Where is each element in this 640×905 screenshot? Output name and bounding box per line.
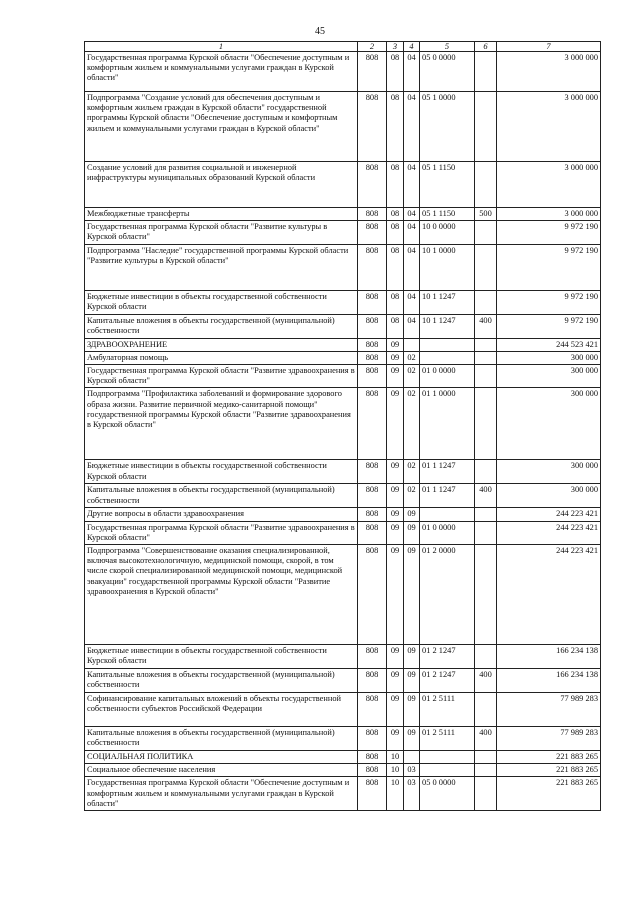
row-target-code: 05 0 0000	[420, 52, 475, 92]
table-row	[85, 693, 601, 727]
row-subsection-code: 04	[404, 221, 420, 244]
row-amount: 221 883 265	[497, 777, 601, 811]
row-amount: 221 883 265	[497, 751, 601, 764]
table-row	[85, 508, 601, 521]
row-target-code: 01 0 0000	[420, 521, 475, 544]
row-section-code: 08	[387, 92, 404, 162]
row-amount: 244 223 421	[497, 521, 601, 544]
row-subsection-code: 09	[404, 545, 420, 645]
table-row	[85, 545, 601, 645]
row-target-code: 01 1 1247	[420, 484, 475, 508]
row-name: Межбюджетные трансферты	[85, 208, 358, 221]
row-name: Капитальные вложения в объекты государственной (муниципальной) собственности	[85, 669, 358, 693]
table-row	[85, 221, 601, 244]
row-expense-type	[475, 290, 497, 314]
column-header: 7	[497, 42, 601, 52]
row-expense-type	[475, 388, 497, 460]
row-expense-type: 400	[475, 314, 497, 338]
row-name: Создание условий для развития социальной и инженерной инфраструктуры муниципальных образований Курской области	[85, 162, 358, 208]
row-expense-type	[475, 693, 497, 727]
row-name: Государственная программа Курской области "Развитие культуры в Курской области"	[85, 221, 358, 244]
row-subsection-code: 04	[404, 290, 420, 314]
row-target-code: 10 1 1247	[420, 290, 475, 314]
row-ministry-code: 808	[358, 365, 387, 388]
row-ministry-code: 808	[358, 460, 387, 484]
row-section-code: 09	[387, 645, 404, 669]
row-name: Софинансирование капитальных вложений в объекты государственной собственности субъектов Российской Федерации	[85, 693, 358, 727]
row-expense-type	[475, 545, 497, 645]
row-amount: 300 000	[497, 351, 601, 364]
row-subsection-code: 02	[404, 365, 420, 388]
row-expense-type	[475, 521, 497, 544]
row-subsection-code: 09	[404, 645, 420, 669]
row-target-code: 01 1 0000	[420, 388, 475, 460]
table-row	[85, 460, 601, 484]
column-header: 1	[85, 42, 358, 52]
row-amount: 9 972 190	[497, 221, 601, 244]
row-expense-type	[475, 777, 497, 811]
row-section-code: 09	[387, 727, 404, 751]
row-section-code: 08	[387, 244, 404, 290]
row-expense-type	[475, 92, 497, 162]
row-target-code: 01 2 1247	[420, 645, 475, 669]
column-header: 2	[358, 42, 387, 52]
row-name: Государственная программа Курской области "Развитие здравоохранения в Курской области"	[85, 365, 358, 388]
row-target-code: 05 1 0000	[420, 92, 475, 162]
budget-table	[84, 41, 601, 811]
row-ministry-code: 808	[358, 777, 387, 811]
row-subsection-code: 02	[404, 388, 420, 460]
row-section-code: 09	[387, 669, 404, 693]
row-amount: 300 000	[497, 484, 601, 508]
row-expense-type: 500	[475, 208, 497, 221]
row-name: Бюджетные инвестиции в объекты государственной собственности Курской области	[85, 460, 358, 484]
row-subsection-code: 09	[404, 693, 420, 727]
column-header: 6	[475, 42, 497, 52]
row-amount: 300 000	[497, 460, 601, 484]
row-ministry-code: 808	[358, 221, 387, 244]
row-section-code: 09	[387, 484, 404, 508]
column-header: 5	[420, 42, 475, 52]
table-row	[85, 388, 601, 460]
row-amount: 77 989 283	[497, 693, 601, 727]
table-row	[85, 338, 601, 351]
row-amount: 3 000 000	[497, 162, 601, 208]
row-expense-type	[475, 351, 497, 364]
row-ministry-code: 808	[358, 388, 387, 460]
row-target-code: 01 0 0000	[420, 365, 475, 388]
page-number: 45	[315, 26, 325, 37]
row-ministry-code: 808	[358, 314, 387, 338]
table-row	[85, 764, 601, 777]
row-target-code: 05 1 1150	[420, 162, 475, 208]
row-amount: 300 000	[497, 365, 601, 388]
row-section-code: 08	[387, 314, 404, 338]
row-subsection-code: 04	[404, 314, 420, 338]
row-target-code	[420, 508, 475, 521]
row-subsection-code: 09	[404, 669, 420, 693]
row-expense-type	[475, 52, 497, 92]
row-expense-type	[475, 338, 497, 351]
row-ministry-code: 808	[358, 764, 387, 777]
row-name: Государственная программа Курской области "Обеспечение доступным и комфортным жильем и коммунальными услугами граждан в Курской области"	[85, 52, 358, 92]
row-target-code: 01 1 1247	[420, 460, 475, 484]
row-ministry-code: 808	[358, 92, 387, 162]
row-amount: 221 883 265	[497, 764, 601, 777]
row-name: Амбулаторная помощь	[85, 351, 358, 364]
row-section-code: 08	[387, 221, 404, 244]
row-section-code: 09	[387, 521, 404, 544]
table-row	[85, 351, 601, 364]
row-target-code: 10 0 0000	[420, 221, 475, 244]
row-section-code: 09	[387, 365, 404, 388]
row-amount: 244 223 421	[497, 545, 601, 645]
row-name: Социальное обеспечение населения	[85, 764, 358, 777]
row-name: Капитальные вложения в объекты государственной (муниципальной) собственности	[85, 727, 358, 751]
row-expense-type	[475, 751, 497, 764]
row-section-code: 09	[387, 508, 404, 521]
row-expense-type: 400	[475, 727, 497, 751]
row-target-code: 01 2 0000	[420, 545, 475, 645]
row-subsection-code: 02	[404, 460, 420, 484]
row-ministry-code: 808	[358, 351, 387, 364]
row-expense-type	[475, 244, 497, 290]
table-row	[85, 52, 601, 92]
row-target-code: 01 2 5111	[420, 693, 475, 727]
row-subsection-code: 04	[404, 92, 420, 162]
row-subsection-code: 03	[404, 764, 420, 777]
row-name: Капитальные вложения в объекты государственной (муниципальной) собственности	[85, 484, 358, 508]
row-section-code: 08	[387, 162, 404, 208]
table-row	[85, 521, 601, 544]
row-name: Другие вопросы в области здравоохранения	[85, 508, 358, 521]
row-ministry-code: 808	[358, 244, 387, 290]
row-name: Капитальные вложения в объекты государственной (муниципальной) собственности	[85, 314, 358, 338]
row-amount: 244 523 421	[497, 338, 601, 351]
row-expense-type	[475, 508, 497, 521]
row-ministry-code: 808	[358, 508, 387, 521]
row-section-code: 09	[387, 545, 404, 645]
table-row	[85, 365, 601, 388]
row-ministry-code: 808	[358, 545, 387, 645]
row-amount: 166 234 138	[497, 645, 601, 669]
row-target-code: 05 0 0000	[420, 777, 475, 811]
row-section-code: 08	[387, 290, 404, 314]
row-section-code: 09	[387, 693, 404, 727]
row-ministry-code: 808	[358, 208, 387, 221]
row-subsection-code	[404, 751, 420, 764]
row-name: ЗДРАВООХРАНЕНИЕ	[85, 338, 358, 351]
row-name: Подпрограмма "Создание условий для обеспечения доступным и комфортным жильем граждан в Курской области" государственной программы Курской области "Обеспечение доступным и комфортным жильем и коммунальными услугами граждан в Курской области"	[85, 92, 358, 162]
row-ministry-code: 808	[358, 521, 387, 544]
row-ministry-code: 808	[358, 645, 387, 669]
row-expense-type: 400	[475, 484, 497, 508]
row-target-code: 10 1 0000	[420, 244, 475, 290]
row-name: Подпрограмма "Наследие" государственной программы Курской области "Развитие культуры в Курской области"	[85, 244, 358, 290]
row-section-code: 08	[387, 52, 404, 92]
row-amount: 3 000 000	[497, 52, 601, 92]
row-target-code: 05 1 1150	[420, 208, 475, 221]
row-section-code: 10	[387, 764, 404, 777]
row-section-code: 08	[387, 208, 404, 221]
row-expense-type	[475, 221, 497, 244]
row-name: Подпрограмма "Профилактика заболеваний и формирование здорового образа жизни. Развитие первичной медико-санитарной помощи" государственной программы Курской области "Развитие здравоохранения в Курской области"	[85, 388, 358, 460]
table-row	[85, 244, 601, 290]
row-subsection-code: 02	[404, 484, 420, 508]
row-name: Бюджетные инвестиции в объекты государственной собственности Курской области	[85, 290, 358, 314]
table-row	[85, 290, 601, 314]
row-target-code: 01 2 1247	[420, 669, 475, 693]
row-ministry-code: 808	[358, 669, 387, 693]
row-ministry-code: 808	[358, 290, 387, 314]
row-target-code	[420, 764, 475, 777]
table-row	[85, 645, 601, 669]
table-row	[85, 208, 601, 221]
row-amount: 9 972 190	[497, 244, 601, 290]
row-expense-type	[475, 162, 497, 208]
row-subsection-code: 09	[404, 727, 420, 751]
row-amount: 9 972 190	[497, 314, 601, 338]
row-expense-type	[475, 365, 497, 388]
row-subsection-code: 02	[404, 351, 420, 364]
column-header: 4	[404, 42, 420, 52]
table-row	[85, 669, 601, 693]
row-ministry-code: 808	[358, 751, 387, 764]
row-expense-type	[475, 764, 497, 777]
row-subsection-code: 03	[404, 777, 420, 811]
row-section-code: 09	[387, 460, 404, 484]
row-subsection-code: 04	[404, 162, 420, 208]
row-subsection-code	[404, 338, 420, 351]
row-amount: 300 000	[497, 388, 601, 460]
table-row	[85, 162, 601, 208]
row-target-code: 01 2 5111	[420, 727, 475, 751]
row-amount: 9 972 190	[497, 290, 601, 314]
row-expense-type	[475, 460, 497, 484]
row-subsection-code: 04	[404, 208, 420, 221]
row-name: Подпрограмма "Совершенствование оказания специализированной, включая высокотехнологичную, медицинской помощи, скорой, в том числе скорой специализированной медицинской помощи, медицинской эвакуации" государственной программы Курской области "Развитие здравоохранения в Курской области"	[85, 545, 358, 645]
table-row	[85, 314, 601, 338]
row-name: Государственная программа Курской области "Обеспечение доступным и комфортным жильем и коммунальными услугами граждан в Курской области"	[85, 777, 358, 811]
row-section-code: 09	[387, 351, 404, 364]
row-name: Бюджетные инвестиции в объекты государственной собственности Курской области	[85, 645, 358, 669]
row-subsection-code: 04	[404, 52, 420, 92]
row-section-code: 09	[387, 338, 404, 351]
row-amount: 166 234 138	[497, 669, 601, 693]
row-expense-type: 400	[475, 669, 497, 693]
row-name: Государственная программа Курской области "Развитие здравоохранения в Курской области"	[85, 521, 358, 544]
table-row	[85, 484, 601, 508]
row-section-code: 10	[387, 777, 404, 811]
row-ministry-code: 808	[358, 727, 387, 751]
row-subsection-code: 09	[404, 508, 420, 521]
row-target-code	[420, 751, 475, 764]
row-target-code: 10 1 1247	[420, 314, 475, 338]
row-subsection-code: 04	[404, 244, 420, 290]
row-amount: 77 989 283	[497, 727, 601, 751]
row-ministry-code: 808	[358, 52, 387, 92]
row-name: СОЦИАЛЬНАЯ ПОЛИТИКА	[85, 751, 358, 764]
table-row	[85, 727, 601, 751]
row-target-code	[420, 351, 475, 364]
row-expense-type	[475, 645, 497, 669]
row-target-code	[420, 338, 475, 351]
table-row	[85, 777, 601, 811]
table-row	[85, 92, 601, 162]
row-ministry-code: 808	[358, 484, 387, 508]
row-ministry-code: 808	[358, 693, 387, 727]
column-header: 3	[387, 42, 404, 52]
row-section-code: 10	[387, 751, 404, 764]
header-row	[85, 42, 601, 52]
row-amount: 244 223 421	[497, 508, 601, 521]
row-ministry-code: 808	[358, 338, 387, 351]
row-ministry-code: 808	[358, 162, 387, 208]
row-amount: 3 000 000	[497, 208, 601, 221]
row-section-code: 09	[387, 388, 404, 460]
table-row	[85, 751, 601, 764]
row-subsection-code: 09	[404, 521, 420, 544]
row-amount: 3 000 000	[497, 92, 601, 162]
